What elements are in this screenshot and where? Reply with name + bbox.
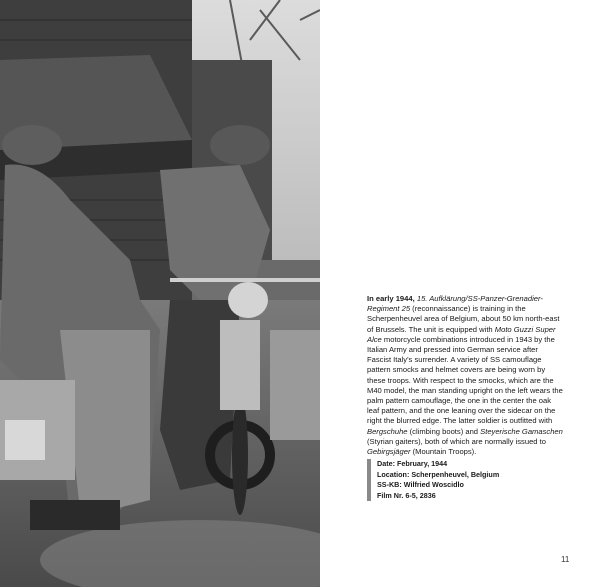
unit-name: 15. Aufklärung/SS-Panzer-Grenadier-Regiment 25 — [367, 294, 543, 314]
detail-location: Location: Scherpenheuvel, Belgium — [377, 469, 500, 479]
detail-date: Date: February, 1944 — [377, 459, 448, 468]
caption-lead: In early 1944, — [367, 294, 415, 303]
motorcycle-name: Moto Guzzi Super Alce — [367, 324, 556, 344]
detail-photographer: SS-KB: Wilfried Woscidlo — [377, 480, 464, 490]
detail-film: Film Nr. 6-5, 2836 — [377, 490, 436, 500]
boots-term: Bergschuhe — [367, 426, 408, 436]
caption-part-5: (Mountain Troops). — [410, 447, 477, 457]
troops-term: Gebirgsjäger — [367, 447, 411, 457]
gaiters-term: Steyerische Gamaschen — [480, 426, 563, 436]
caption-part-3: (climbing boots) and — [407, 426, 481, 436]
caption-part-4: (Styrian gaiters), both of which are normally issued to — [367, 436, 546, 446]
photo-details — [367, 459, 573, 501]
caption-part-1: (reconnaissance) is training in the Scherpenheuvel area of Belgium, about 50 km north-east of Brussels. The unit is equipped with — [367, 304, 560, 334]
page-number: 11 — [561, 555, 570, 564]
caption-part-2: motorcycle combinations introduced in 1943 by the Italian Army and pressed into German service after Fascist Italy's surrender. A variety of SS camouflage pattern smocks and helmet covers are being worn by these troops. With respect to the smocks, which are the M40 model, the man standing upright on the left wears the palm pattern camouflage, the one in the center the oak leaf pattern, and the one leaning over the sidecar on the right the blurred edge. The latter soldier is outfitted with — [367, 334, 563, 426]
caption-text — [367, 294, 563, 457]
